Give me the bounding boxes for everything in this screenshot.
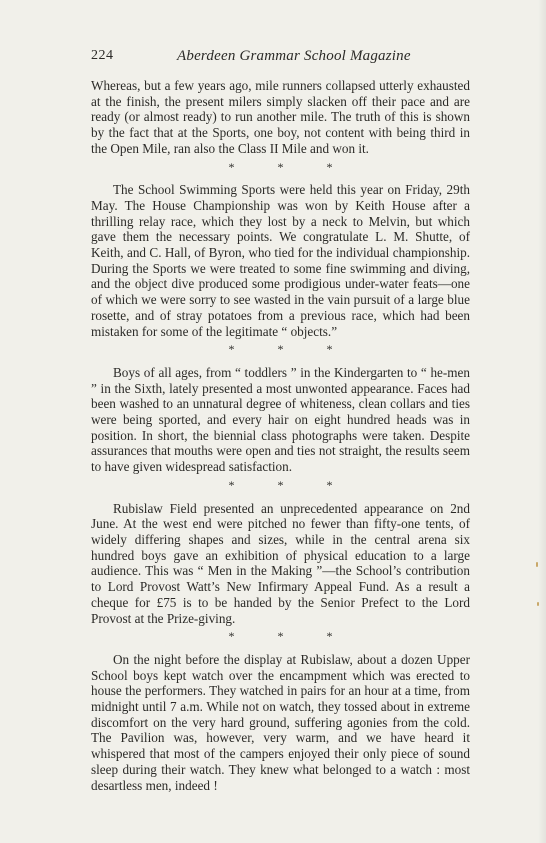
- section-separator: * * *: [228, 159, 353, 174]
- paragraph-class-photographs: Boys of all ages, from “ toddlers ” in the Kindergarten to “ he-men ” in the Sixth, lately presented a most unwonted appearance. Faces had been washed to an unnatural degree of whiteness, clean collars and ties were being sported, and every hair on eight hundred heads was in position. In short, the biennial class photographs were taken. Despite assurances that mouths were open and ties not straight, the results seem to have given widespread satisfaction.: [91, 364, 470, 475]
- page-header: [91, 48, 471, 68]
- paragraph-milers: Whereas, but a few years ago, mile runners collapsed utterly exhausted at the finish, the present milers simply slacken off their pace and are ready (or almost ready) to run another mile. The truth of this is shown by the fact that at the Sports, one boy, not content with being third in the Open Mile, ran also the Class II Mile and won it.: [91, 78, 470, 156]
- running-title: Aberdeen Grammar School Magazine: [177, 48, 411, 64]
- article-body: [91, 78, 470, 793]
- section-separator: * * *: [228, 629, 353, 644]
- page-number: 224: [91, 48, 114, 63]
- paragraph-night-watch: On the night before the display at Rubislaw, about a dozen Upper School boys kept watch over the encampment which was erected to house the performers. They watched in pairs for an hour at a time, from midnight until 7 a.m. While not on watch, they tossed about in extreme discomfort on the very hard ground, suffering agonies from the cold. The Pavilion was, however, very warm, and we have heard it whispered that most of the campers enjoyed their only piece of sound sleep during their watch. They knew what belonged to a watch : most desartless men, indeed !: [91, 651, 470, 793]
- paragraph-rubislaw-display: Rubislaw Field presented an unprecedented appearance on 2nd June. At the west end were pitched no fewer than fifty-one tents, of widely differing shapes and sizes, while in the central arena six hundred boys gave an exhibition of physical education to a large audience. This was “ Men in the Making ”—the School’s contribution to Lord Provost Watt’s New Infirmary Appeal Fund. As a result a cheque for £75 is to be handed by the Senior Prefect to the Lord Provost at the Prize-giving.: [91, 500, 470, 626]
- section-separator: * * *: [228, 342, 353, 357]
- page-edge-shadow: [538, 0, 546, 843]
- paragraph-swimming-sports: The School Swimming Sports were held this year on Friday, 29th May. The House Championship was won by Keith House after a thrilling relay race, which they lost by a neck to Melvin, but which gave them the necessary points. We congratulate L. M. Shutte, of Keith, and C. Hall, of Byron, who tied for the individual championship. During the Sports we were treated to some fine swimming and diving, and the object dive produced some prodigious under-water feats—one of which we were sorry to see wasted in the vain pursuit of a large blue rosette, and of stray potatoes from a previous race, which had been mistaken for some of the legitimate “ objects.”: [91, 182, 470, 339]
- section-separator: * * *: [228, 477, 353, 492]
